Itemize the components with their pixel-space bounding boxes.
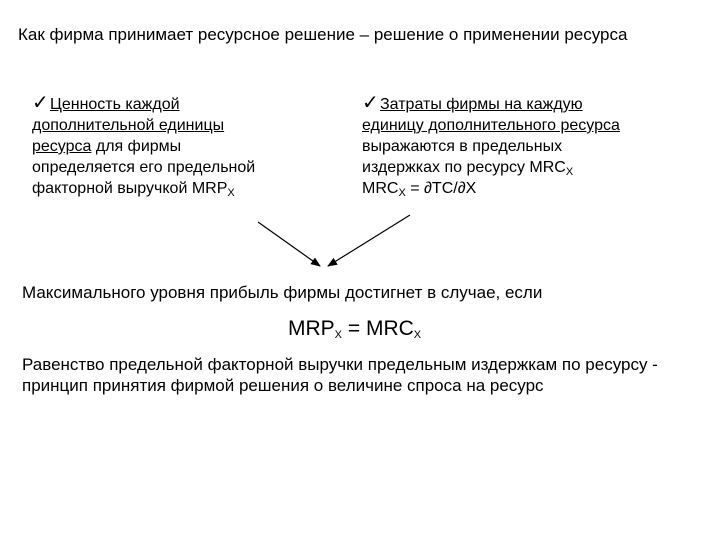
left-line-3-rest: для фирмы — [91, 138, 182, 155]
checkmark-icon: ✓ — [362, 90, 379, 114]
left-line-5-subscript: X — [227, 187, 235, 199]
formula-mrp-subscript: X — [334, 329, 343, 341]
checkmark-icon: ✓ — [32, 90, 49, 114]
right-line-3: выражаются в предельных — [362, 138, 563, 155]
right-line-2: единицу дополнительного ресурса — [362, 117, 620, 134]
left-line-3-underlined: ресурса — [32, 138, 92, 155]
left-arrow — [258, 222, 320, 266]
equilibrium-formula — [288, 316, 421, 342]
left-line-1: Ценность каждой — [50, 96, 180, 113]
right-line-4-text: издержках по ресурсу MRC — [362, 159, 566, 176]
formula-equals: = — [342, 317, 366, 340]
page-title: Как фирма принимает ресурсное решение – решение о применении ресурса — [18, 25, 628, 44]
right-line-1: Затраты фирмы на каждую — [380, 96, 583, 113]
left-line-5-text: факторной выручкой MRP — [32, 180, 228, 197]
right-line-5-subscript: X — [398, 187, 406, 199]
profit-condition-text: Максимального уровня прибыль фирмы достигнет в случае, если — [22, 283, 543, 302]
left-line-4: определяется его предельной — [32, 159, 256, 176]
right-line-5-text: MRC — [362, 180, 399, 197]
formula-mrp: MRP — [288, 317, 335, 340]
right-arrow — [328, 215, 410, 266]
right-line-5-formula: = ∂TC/∂X — [405, 180, 477, 197]
formula-mrc: MRC — [365, 317, 414, 340]
formula-mrc-subscript: X — [413, 329, 422, 341]
right-line-4-subscript: X — [565, 166, 574, 178]
conclusion-text: Равенство предельной факторной выручки предельным издержкам по ресурсу - принцип принятия фирмой решения о величине спроса на ресурс — [22, 355, 658, 395]
left-line-2: дополнительной единицы — [32, 117, 225, 134]
